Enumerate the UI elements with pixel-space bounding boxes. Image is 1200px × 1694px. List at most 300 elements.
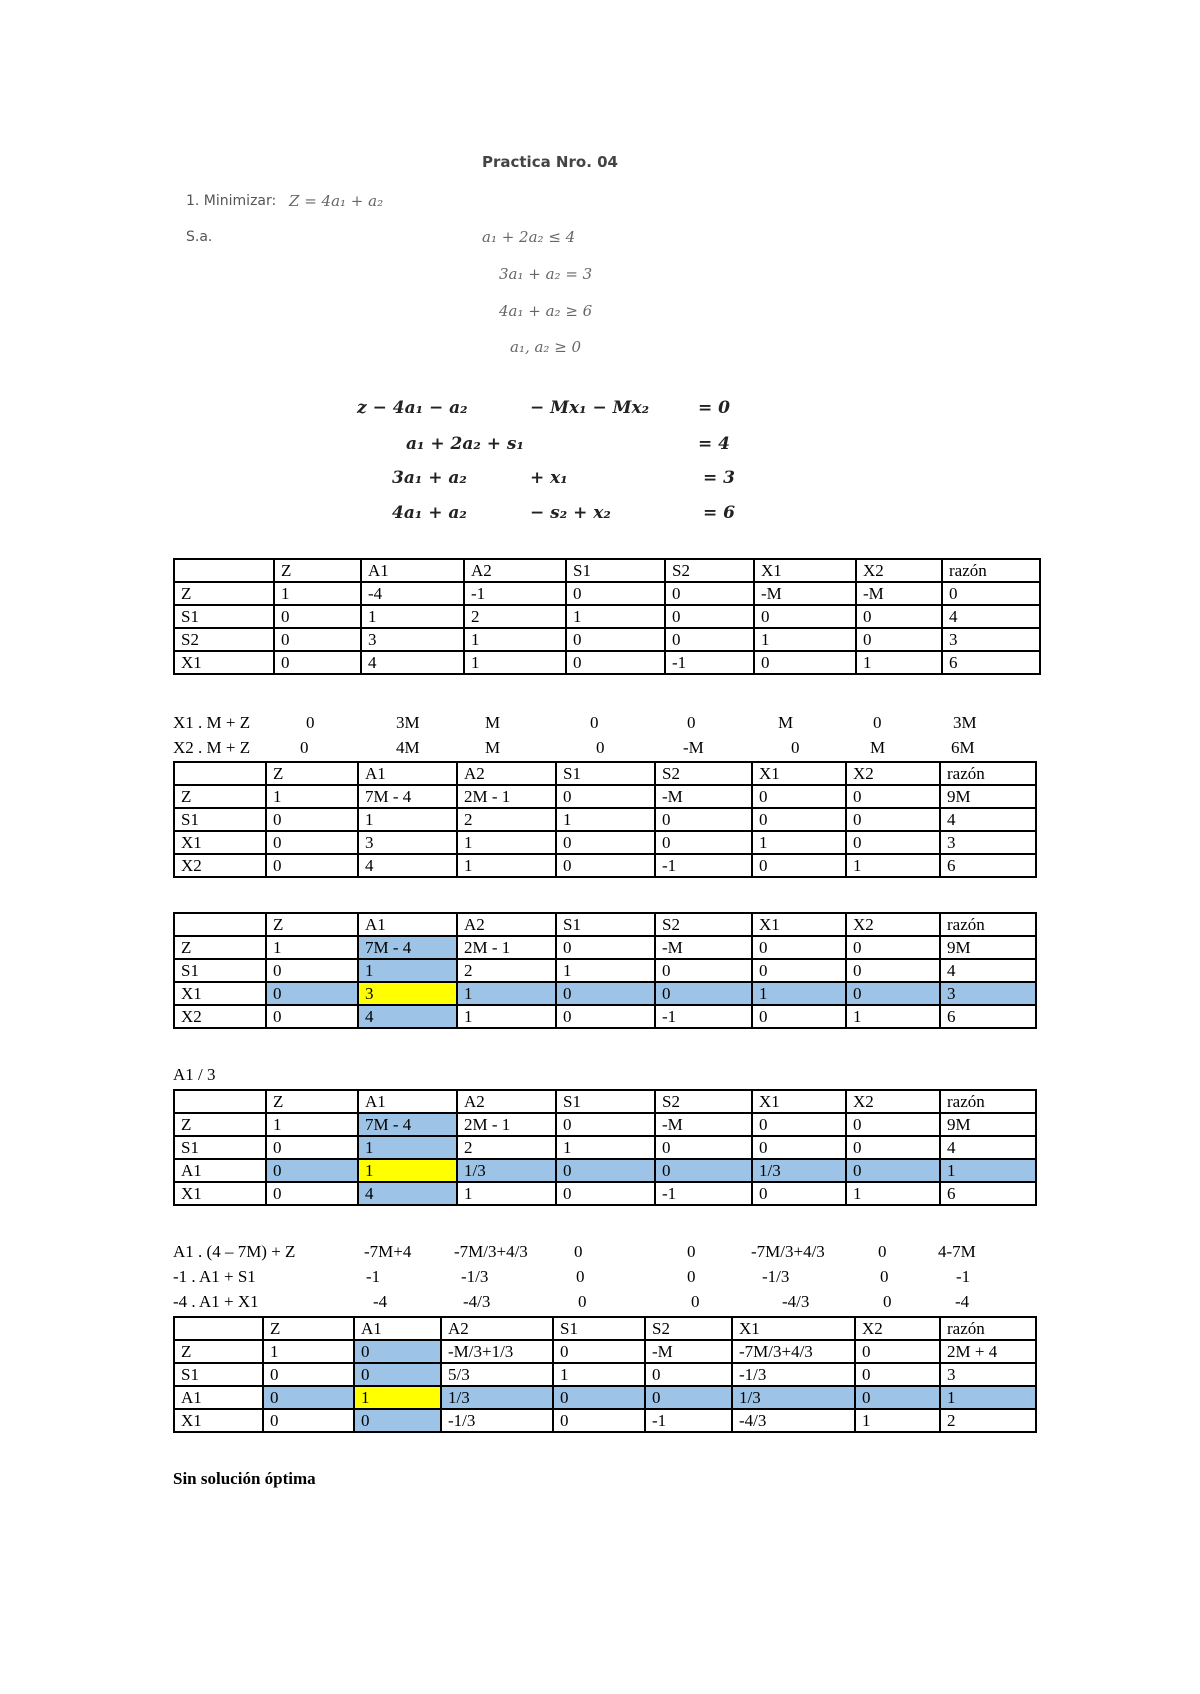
operation-value: -4/3 <box>463 1292 491 1311</box>
table-cell: -1 <box>645 1409 732 1432</box>
operation-value: 0 <box>576 1267 585 1286</box>
page-title: Practica Nro. 04 <box>481 153 618 171</box>
pivot-column-cell: 7M - 4 <box>358 1113 457 1136</box>
table-cell: 0 <box>855 1340 940 1363</box>
table-cell: A2 <box>457 1090 556 1113</box>
operation-value: M <box>870 738 886 757</box>
operation-value: 3M <box>396 713 420 732</box>
operation-value: -7M/3+4/3 <box>454 1242 528 1261</box>
table-cell: Z <box>174 785 266 808</box>
subject-to-label: S.a. <box>186 229 213 245</box>
table-cell: -M/3+1/3 <box>441 1340 553 1363</box>
pivot-column-cell: 1 <box>358 959 457 982</box>
table-cell: 0 <box>553 1409 645 1432</box>
table-cell: A1 <box>361 559 464 582</box>
table-cell: 0 <box>856 605 942 628</box>
table-cell: 0 <box>752 1113 846 1136</box>
table-cell: 0 <box>263 1409 354 1432</box>
pivot-row-cell: 0 <box>846 982 940 1005</box>
simplex-table-normalized <box>173 1089 1037 1206</box>
table-cell: Z <box>174 1113 266 1136</box>
table-cell: 1 <box>361 605 464 628</box>
table-cell: 0 <box>655 959 752 982</box>
pivot-row <box>174 982 1036 1005</box>
table-cell: X1 <box>752 762 846 785</box>
table-cell: 0 <box>556 1113 655 1136</box>
operation-label: A1 . (4 – 7M) + Z <box>173 1242 296 1261</box>
table-cell: 0 <box>752 936 846 959</box>
table-row <box>174 831 1036 854</box>
table-cell: -7M/3+4/3 <box>732 1340 855 1363</box>
table-row <box>174 651 1040 674</box>
table-cell: 0 <box>655 1136 752 1159</box>
std-eq-4-left: 4a₁ + a₂ <box>392 503 467 523</box>
table-cell: 1 <box>855 1409 940 1432</box>
std-eq-1-rhs: = 0 <box>698 398 730 418</box>
table-cell: 1 <box>266 936 358 959</box>
table-cell: 0 <box>566 628 665 651</box>
table-row <box>174 1182 1036 1205</box>
std-eq-1-left: z − 4a₁ − a₂ <box>357 398 468 418</box>
table-cell: -1 <box>665 651 754 674</box>
operation-value: 4-7M <box>938 1242 976 1261</box>
operation-value: -M <box>683 738 704 757</box>
table-cell: 9M <box>940 1113 1036 1136</box>
table-cell: 0 <box>754 605 856 628</box>
table-cell: 1 <box>266 1113 358 1136</box>
table-cell: X1 <box>174 1409 263 1432</box>
operation-value: 0 <box>590 713 599 732</box>
table-cell: A1 <box>358 913 457 936</box>
pivot-row-cell: 1/3 <box>441 1386 553 1409</box>
pivot-row-cell: 1 <box>940 1159 1036 1182</box>
pivot-row-cell: 0 <box>855 1386 940 1409</box>
table-cell: S2 <box>655 913 752 936</box>
pivot-element: 1 <box>354 1386 441 1409</box>
operation-value: -4 <box>373 1292 388 1311</box>
operation-label: -4 . A1 + X1 <box>173 1292 259 1311</box>
table-cell: 6 <box>940 1182 1036 1205</box>
table-cell: X2 <box>855 1317 940 1340</box>
table-cell: 1 <box>457 1005 556 1028</box>
pivot-row-cell: 1/3 <box>457 1159 556 1182</box>
table-cell: 0 <box>665 582 754 605</box>
table-header-row <box>174 762 1036 785</box>
table-cell: 1 <box>856 651 942 674</box>
table-cell: 7M - 4 <box>358 785 457 808</box>
table-cell: 0 <box>266 854 358 877</box>
table-cell: 0 <box>556 854 655 877</box>
pivot-column-cell: 0 <box>354 1409 441 1432</box>
table-row <box>174 936 1036 959</box>
operation-value: 0 <box>878 1242 887 1261</box>
pivot-row-cell: 1 <box>752 982 846 1005</box>
table-cell: -1 <box>464 582 566 605</box>
table-cell: 2 <box>457 959 556 982</box>
table-cell: A1 <box>358 1090 457 1113</box>
operation-value: 0 <box>596 738 605 757</box>
table-cell: X1 <box>174 831 266 854</box>
operation-value: -7M/3+4/3 <box>751 1242 825 1261</box>
table-cell: A2 <box>457 762 556 785</box>
pivot-row-cell: 0 <box>846 1159 940 1182</box>
table-cell: 0 <box>665 628 754 651</box>
table-cell: 4 <box>361 651 464 674</box>
table-row <box>174 1005 1036 1028</box>
table-cell: 0 <box>263 1363 354 1386</box>
table-cell: 2M + 4 <box>940 1340 1036 1363</box>
table-cell: 1 <box>754 628 856 651</box>
table-cell: S1 <box>556 1090 655 1113</box>
table-cell: 0 <box>274 605 361 628</box>
table-cell: Z <box>266 762 358 785</box>
table-cell: 3 <box>361 628 464 651</box>
table-cell: X2 <box>174 1005 266 1028</box>
pivot-column-cell: 0 <box>354 1340 441 1363</box>
table-cell: -4/3 <box>732 1409 855 1432</box>
operation-value: M <box>485 713 501 732</box>
operation-value: 0 <box>306 713 315 732</box>
pivot-row <box>174 1159 1036 1182</box>
table-cell: 0 <box>752 1182 846 1205</box>
std-eq-2-left: a₁ + 2a₂ + s₁ <box>406 434 524 454</box>
table-cell: 4 <box>942 605 1040 628</box>
problem-label: 1. Minimizar: <box>186 193 277 209</box>
std-eq-1-mid: − Mx₁ − Mx₂ <box>530 398 650 418</box>
table-cell: 2 <box>464 605 566 628</box>
table-cell: 0 <box>752 808 846 831</box>
table-cell: 1 <box>846 1182 940 1205</box>
table-cell: -4 <box>361 582 464 605</box>
table-cell: 2M - 1 <box>457 936 556 959</box>
table-cell: 1 <box>556 1136 655 1159</box>
table-cell: 0 <box>752 1136 846 1159</box>
table-cell: S2 <box>645 1317 732 1340</box>
table-cell: 4 <box>940 1136 1036 1159</box>
table-cell: 9M <box>940 936 1036 959</box>
operation-line <box>173 1240 1039 1264</box>
table-cell: razón <box>940 1090 1036 1113</box>
table-cell: X1 <box>752 913 846 936</box>
table-cell: -M <box>655 936 752 959</box>
table-cell: 2 <box>457 1136 556 1159</box>
table-cell: 0 <box>752 854 846 877</box>
table-cell: razón <box>942 559 1040 582</box>
table-cell <box>174 1317 263 1340</box>
table-cell: S1 <box>556 762 655 785</box>
constraint-3: 4a₁ + a₂ ≥ 6 <box>499 302 593 320</box>
pivot-row-cell: 0 <box>655 982 752 1005</box>
table-cell: 0 <box>855 1363 940 1386</box>
table-cell: razón <box>940 1317 1036 1340</box>
table-cell: Z <box>174 1340 263 1363</box>
table-cell: S2 <box>665 559 754 582</box>
table-cell: 4 <box>358 854 457 877</box>
pivot-row-cell: 0 <box>645 1386 732 1409</box>
table-cell: 0 <box>752 959 846 982</box>
table-cell: 0 <box>665 605 754 628</box>
table-cell <box>174 1090 266 1113</box>
std-eq-3-mid: + x₁ <box>530 468 568 488</box>
simplex-table-initial <box>173 558 1041 675</box>
table-cell: 1 <box>464 651 566 674</box>
operation-label: -1 . A1 + S1 <box>173 1267 256 1286</box>
operation-value: 6M <box>951 738 975 757</box>
operation-label: X1 . M + Z <box>173 713 251 732</box>
table-row <box>174 854 1036 877</box>
table-cell: X2 <box>174 854 266 877</box>
table-cell: 5/3 <box>441 1363 553 1386</box>
operation-value: -7M+4 <box>364 1242 412 1261</box>
table-row <box>174 1409 1036 1432</box>
conclusion-text: Sin solución óptima <box>173 1469 316 1488</box>
pivot-column-cell: 1 <box>358 1136 457 1159</box>
table-cell: -M <box>655 1113 752 1136</box>
table-cell: 1 <box>556 808 655 831</box>
table-cell: -M <box>754 582 856 605</box>
operation-label: X2 . M + Z <box>173 738 251 757</box>
table-cell: 0 <box>752 1005 846 1028</box>
table-cell: -M <box>655 785 752 808</box>
table-cell: 0 <box>556 1182 655 1205</box>
table-cell: -1 <box>655 1182 752 1205</box>
pivot-row-cell: 0 <box>655 1159 752 1182</box>
operation-value: -1 <box>366 1267 381 1286</box>
table-cell: 0 <box>655 808 752 831</box>
operation-line <box>173 736 1039 760</box>
table-cell: 0 <box>266 808 358 831</box>
table-cell: X1 <box>754 559 856 582</box>
table-cell: X2 <box>856 559 942 582</box>
table-cell: 1 <box>464 628 566 651</box>
operation-value: 0 <box>300 738 309 757</box>
table-cell: 0 <box>856 628 942 651</box>
operation-value: M <box>778 713 794 732</box>
operation-value: 0 <box>578 1292 587 1311</box>
operation-value: 0 <box>880 1267 889 1286</box>
simplex-table-final <box>173 1316 1037 1433</box>
table-cell: 0 <box>655 831 752 854</box>
table-cell: X1 <box>174 1182 266 1205</box>
table-header-row <box>174 559 1040 582</box>
table-cell: 9M <box>940 785 1036 808</box>
table-cell: 1 <box>274 582 361 605</box>
table-cell: S2 <box>655 1090 752 1113</box>
table-row <box>174 1113 1036 1136</box>
pivot-note-text: A1 / 3 <box>173 1065 216 1084</box>
pivot-row-cell: 0 <box>553 1386 645 1409</box>
operation-value: 3M <box>953 713 977 732</box>
table-cell: X1 <box>752 1090 846 1113</box>
constraint-2: 3a₁ + a₂ = 3 <box>499 265 593 283</box>
table-cell: 0 <box>846 1113 940 1136</box>
table-cell: 0 <box>266 959 358 982</box>
operation-value: 0 <box>873 713 882 732</box>
table-cell: 0 <box>566 582 665 605</box>
table-cell: 1 <box>266 785 358 808</box>
objective-function: Z = 4a₁ + a₂ <box>289 192 384 210</box>
table-cell: 0 <box>556 936 655 959</box>
table-cell: 2 <box>457 808 556 831</box>
constraint-nonneg: a₁, a₂ ≥ 0 <box>510 338 582 356</box>
table-cell: razón <box>940 913 1036 936</box>
table-cell: 1 <box>457 831 556 854</box>
table-cell: 3 <box>940 1363 1036 1386</box>
table-cell: Z <box>266 913 358 936</box>
operation-value: 4M <box>396 738 420 757</box>
table-cell: 0 <box>553 1340 645 1363</box>
operation-value: M <box>485 738 501 757</box>
pivot-row-cell: 3 <box>940 982 1036 1005</box>
table-cell: X2 <box>846 913 940 936</box>
table-cell: 1 <box>566 605 665 628</box>
table-cell: 1 <box>263 1340 354 1363</box>
table-cell: S1 <box>556 913 655 936</box>
table-cell: Z <box>174 936 266 959</box>
pivot-note <box>173 1063 373 1087</box>
table-cell: 0 <box>645 1363 732 1386</box>
table-cell: 0 <box>846 785 940 808</box>
pivot-row-cell: 1 <box>940 1386 1036 1409</box>
table-cell: A1 <box>174 1159 266 1182</box>
table-cell: 6 <box>940 1005 1036 1028</box>
pivot-row-cell: 0 <box>263 1386 354 1409</box>
table-cell: A2 <box>441 1317 553 1340</box>
operation-value: -4/3 <box>782 1292 810 1311</box>
table-cell <box>174 559 274 582</box>
table-cell: 0 <box>752 785 846 808</box>
operation-value: 0 <box>883 1292 892 1311</box>
pivot-column-cell: 7M - 4 <box>358 936 457 959</box>
operation-value: -1/3 <box>762 1267 790 1286</box>
table-cell: 2M - 1 <box>457 1113 556 1136</box>
table-cell: S1 <box>174 1136 266 1159</box>
operation-value: 0 <box>791 738 800 757</box>
table-row <box>174 1136 1036 1159</box>
table-cell <box>174 762 266 785</box>
std-eq-4-rhs: = 6 <box>703 503 735 523</box>
table-cell: 1 <box>846 854 940 877</box>
table-cell: A1 <box>354 1317 441 1340</box>
table-cell: 0 <box>266 1136 358 1159</box>
table-cell: Z <box>266 1090 358 1113</box>
table-header-row <box>174 913 1036 936</box>
table-cell: 1 <box>556 959 655 982</box>
table-cell: 0 <box>266 1182 358 1205</box>
operation-value: 0 <box>687 1267 696 1286</box>
table-cell: 3 <box>358 831 457 854</box>
operation-value: 0 <box>687 713 696 732</box>
table-cell: 3 <box>942 628 1040 651</box>
std-eq-3-rhs: = 3 <box>703 468 735 488</box>
table-cell: 0 <box>754 651 856 674</box>
table-cell: A2 <box>457 913 556 936</box>
table-cell: 0 <box>274 628 361 651</box>
table-cell: 0 <box>556 831 655 854</box>
table-cell: X1 <box>732 1317 855 1340</box>
table-cell: 0 <box>274 651 361 674</box>
table-cell: 2 <box>940 1409 1036 1432</box>
table-cell: A2 <box>464 559 566 582</box>
table-row <box>174 785 1036 808</box>
std-eq-4-mid: − s₂ + x₂ <box>530 503 611 523</box>
table-cell: 0 <box>556 1005 655 1028</box>
table-cell: S1 <box>174 808 266 831</box>
table-cell: -1/3 <box>732 1363 855 1386</box>
pivot-element: 3 <box>358 982 457 1005</box>
table-cell: 1 <box>457 854 556 877</box>
table-cell: A1 <box>358 762 457 785</box>
table-cell: 0 <box>266 831 358 854</box>
table-cell: 0 <box>566 651 665 674</box>
operation-value: -1/3 <box>461 1267 489 1286</box>
operation-value: 0 <box>691 1292 700 1311</box>
table-cell: 4 <box>940 959 1036 982</box>
table-cell: S2 <box>174 628 274 651</box>
table-row <box>174 959 1036 982</box>
table-cell: S2 <box>655 762 752 785</box>
constraint-1: a₁ + 2a₂ ≤ 4 <box>482 228 576 246</box>
table-cell: -1 <box>655 854 752 877</box>
table-cell: 1 <box>358 808 457 831</box>
pivot-row-cell: 1/3 <box>752 1159 846 1182</box>
table-cell: 0 <box>846 808 940 831</box>
table-cell: -1/3 <box>441 1409 553 1432</box>
operation-line <box>173 1265 1039 1289</box>
operation-value: 0 <box>687 1242 696 1261</box>
table-header-row <box>174 1090 1036 1113</box>
table-cell: -1 <box>655 1005 752 1028</box>
table-cell <box>174 913 266 936</box>
pivot-row <box>174 1386 1036 1409</box>
table-cell: 1 <box>752 831 846 854</box>
table-row <box>174 1363 1036 1386</box>
operation-value: -4 <box>955 1292 970 1311</box>
table-cell: Z <box>263 1317 354 1340</box>
table-cell: -M <box>856 582 942 605</box>
table-cell: X2 <box>846 762 940 785</box>
table-cell: 1 <box>846 1005 940 1028</box>
table-cell: Z <box>174 582 274 605</box>
table-cell: Z <box>274 559 361 582</box>
pivot-row-cell: 0 <box>266 1159 358 1182</box>
table-row <box>174 808 1036 831</box>
table-row <box>174 605 1040 628</box>
table-row <box>174 582 1040 605</box>
table-cell: A1 <box>174 1386 263 1409</box>
table-cell: 2M - 1 <box>457 785 556 808</box>
table-cell: X2 <box>846 1090 940 1113</box>
pivot-row-cell: 0 <box>556 1159 655 1182</box>
table-cell: X1 <box>174 982 266 1005</box>
pivot-element: 1 <box>358 1159 457 1182</box>
pivot-row-cell: 1/3 <box>732 1386 855 1409</box>
table-cell: razón <box>940 762 1036 785</box>
pivot-row-cell: 0 <box>556 982 655 1005</box>
table-cell: 6 <box>940 854 1036 877</box>
table-cell: X1 <box>174 651 274 674</box>
table-cell: S1 <box>566 559 665 582</box>
simplex-table-pivot <box>173 912 1037 1029</box>
pivot-row-cell: 1 <box>457 982 556 1005</box>
table-cell: S1 <box>174 1363 263 1386</box>
table-cell: 0 <box>846 936 940 959</box>
table-cell: 3 <box>940 831 1036 854</box>
table-cell: 6 <box>942 651 1040 674</box>
operation-value: -1 <box>956 1267 971 1286</box>
table-cell: -M <box>645 1340 732 1363</box>
std-eq-2-rhs: = 4 <box>698 434 730 454</box>
